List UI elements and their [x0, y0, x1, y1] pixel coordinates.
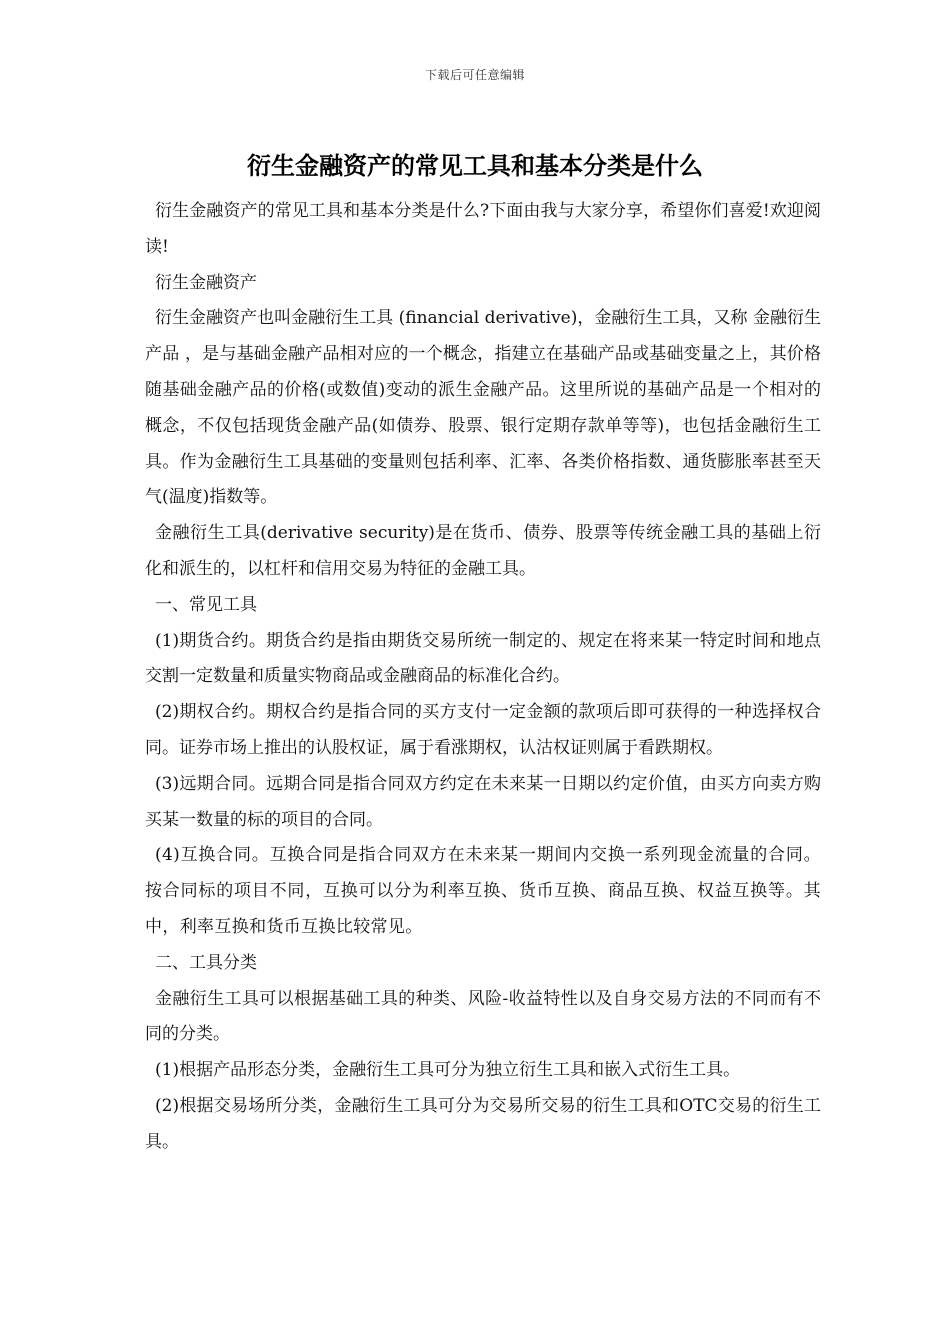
header-note: 下载后可任意编辑: [424, 68, 525, 82]
section-heading-classification: 二、工具分类: [155, 952, 257, 973]
document-body: [145, 194, 821, 1161]
swaps-paragraph: (4)互换合同。互换合同是指合同双方在未来某一期间内交换一系列现金流量的合同。按合同标的项目不同，互换可以分为利率互换、货币互换、商品互换、权益互换等。其中，利率互换和货币互换比较常见。: [145, 845, 821, 937]
intro-paragraph: 衍生金融资产的常见工具和基本分类是什么?下面由我与大家分享，希望你们喜爱!欢迎阅读!: [145, 201, 821, 257]
classification-by-form-paragraph: (1)根据产品形态分类，金融衍生工具可分为独立衍生工具和嵌入式衍生工具。: [155, 1060, 741, 1081]
forwards-paragraph: (3)远期合同。远期合同是指合同双方约定在未来某一日期以约定价值，由买方向卖方购买某一数量的标的项目的合同。: [145, 773, 821, 830]
section-heading-derivative-assets: 衍生金融资产: [155, 272, 257, 293]
classification-by-venue-paragraph: (2)根据交易场所分类，金融衍生工具可分为交易所交易的衍生工具和OTC交易的衍生工具。: [145, 1095, 821, 1152]
futures-paragraph: (1)期货合约。期货合约是指由期货交易所统一制定的、规定在将来某一特定时间和地点交割一定数量和质量实物商品或金融商品的标准化合约。: [145, 630, 821, 687]
definition-paragraph: 衍生金融资产也叫金融衍生工具 (financial derivative)，金融衍生工具，又称 金融衍生产品 ，是与基础金融产品相对应的一个概念，指建立在基础产品或基础变量之上，其价格随基础金融产品的价格(或数值)变动的派生金融产品。这里所说的基础产品是一个相对的概念，不仅包括现货金融产品(如债券、股票、银行定期存款单等等)，也包括金融衍生工具。作为金融衍生工具基础的变量则包括利率、汇率、各类价格指数、通货膨胀率甚至天气(温度)指数等。: [145, 308, 821, 508]
page-title: 衍生金融资产的常见工具和基本分类是什么: [247, 151, 703, 180]
classification-intro-paragraph: 金融衍生工具可以根据基础工具的种类、风险-收益特性以及自身交易方法的不同而有不同的分类。: [145, 988, 821, 1045]
options-paragraph: (2)期权合约。期权合约是指合同的买方支付一定金额的款项后即可获得的一种选择权合同。证券市场上推出的认股权证，属于看涨期权，认沽权证则属于看跌期权。: [145, 702, 821, 758]
section-heading-common-tools: 一、常见工具: [155, 594, 257, 615]
derivative-security-paragraph: 金融衍生工具(derivative security)是在货币、债券、股票等传统金融工具的基础上衍化和派生的，以杠杆和信用交易为特征的金融工具。: [145, 523, 821, 579]
